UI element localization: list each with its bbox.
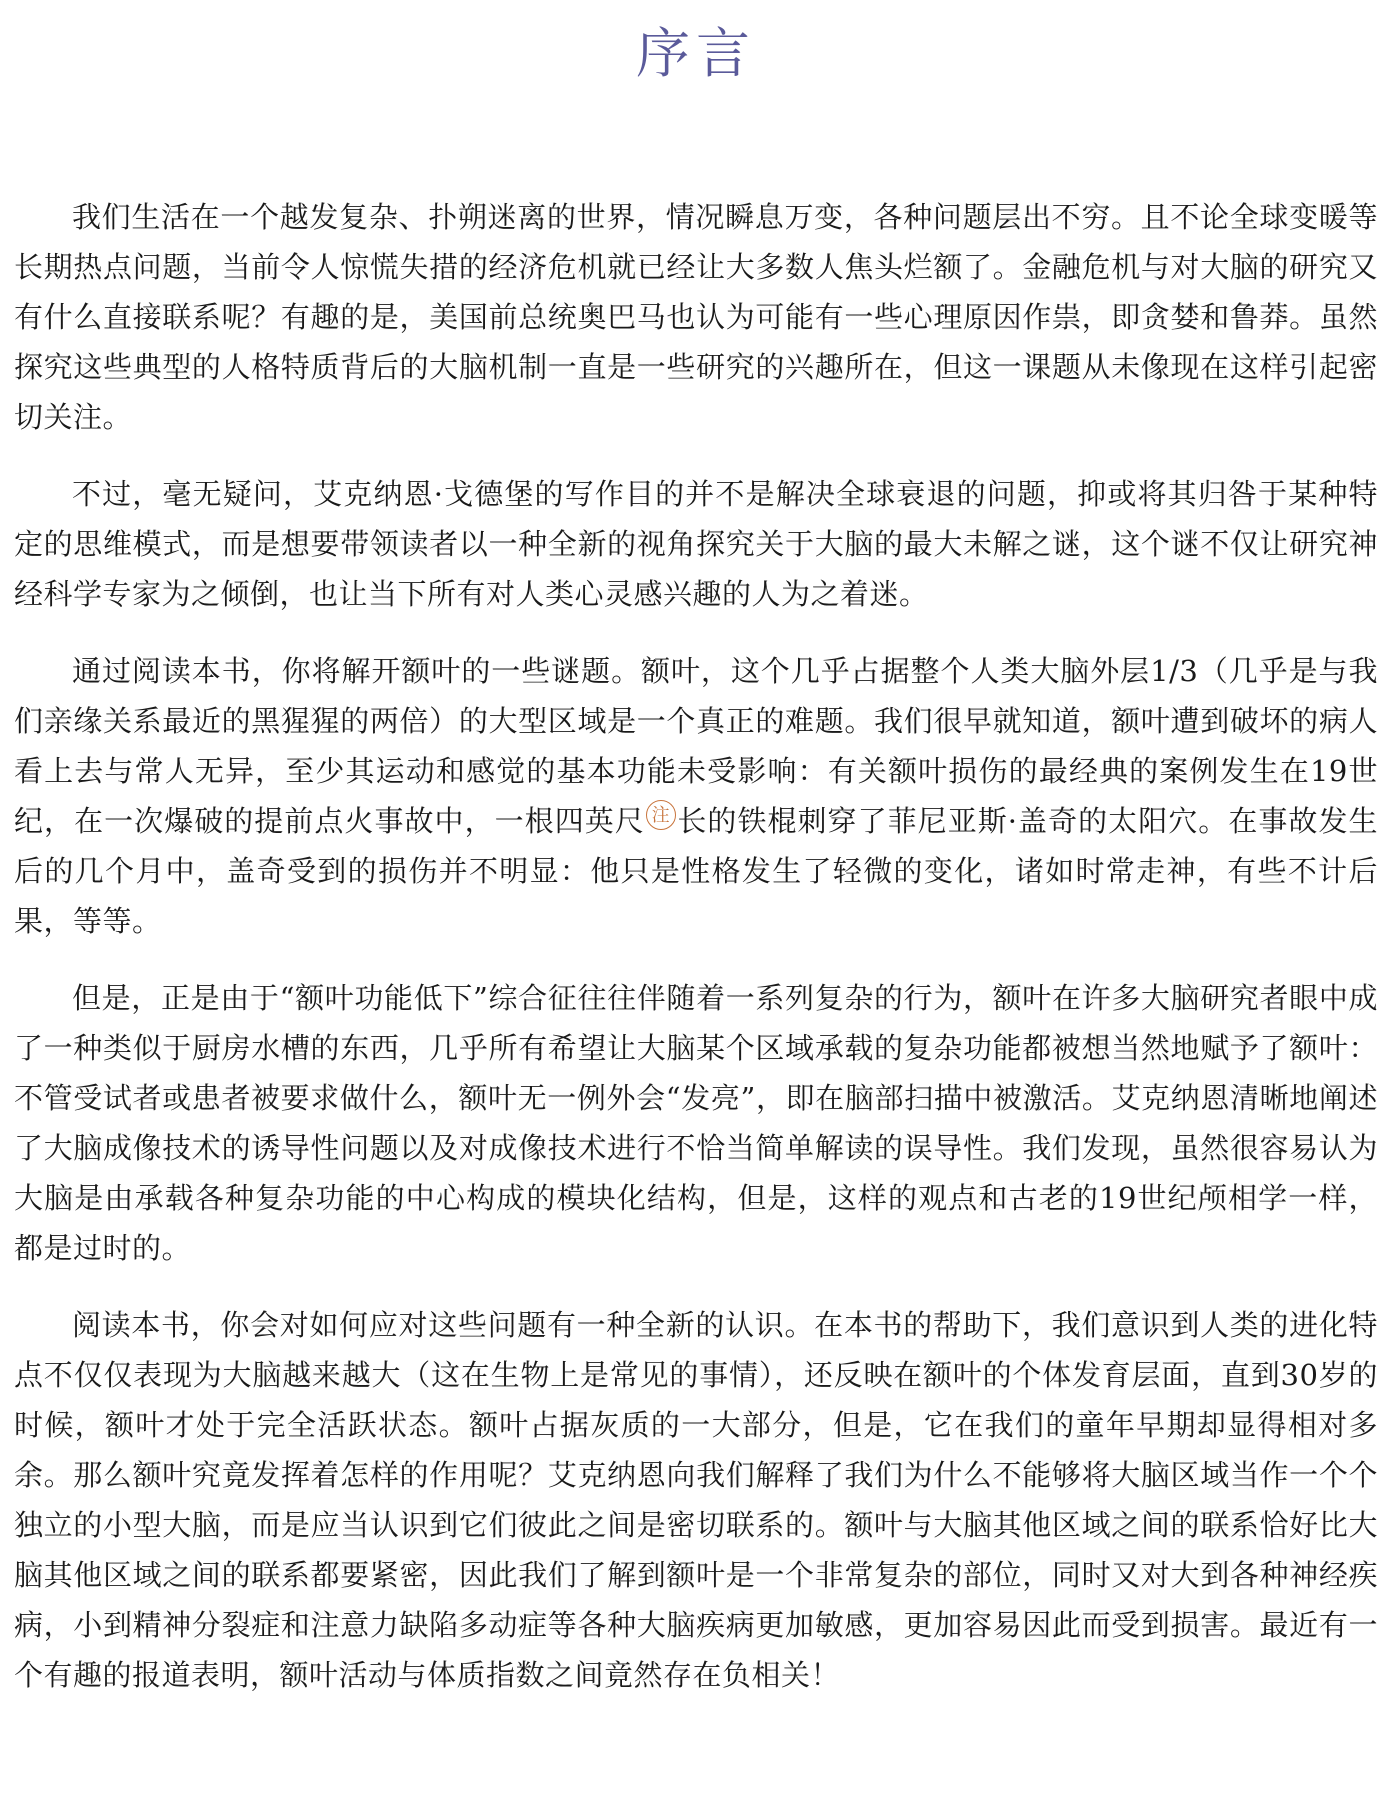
paragraph-3-text-after-note: 长的铁棍刺穿了菲尼亚斯·盖奇的太阳穴。在事故发生后的几个月中，盖奇受到的损伤并不明显：他只是性格发生了轻微的变化，诸如时常走神，有些不计后果，等等。	[14, 804, 1378, 938]
paragraph-3	[14, 646, 1378, 946]
page-title: 序言	[636, 22, 756, 85]
paragraph-5: 阅读本书，你会对如何应对这些问题有一种全新的认识。在本书的帮助下，我们意识到人类的进化特点不仅仅表现为大脑越来越大（这在生物上是常见的事情），还反映在额叶的个体发育层面，直到30岁的时候，额叶才处于完全活跃状态。额叶占据灰质的一大部分，但是，它在我们的童年早期却显得相对多余。那么额叶究竟发挥着怎样的作用呢？艾克纳恩向我们解释了我们为什么不能够将大脑区域当作一个个独立的小型大脑，而是应当认识到它们彼此之间是密切联系的。额叶与大脑其他区域之间的联系恰好比大脑其他区域之间的联系都要紧密，因此我们了解到额叶是一个非常复杂的部位，同时又对大到各种神经疾病，小到精神分裂症和注意力缺陷多动症等各种大脑疾病更加敏感，更加容易因此而受到损害。最近有一个有趣的报道表明，额叶活动与体质指数之间竟然存在负相关！	[14, 1308, 1378, 1692]
paragraph-1: 我们生活在一个越发复杂、扑朔迷离的世界，情况瞬息万变，各种问题层出不穷。且不论全球变暖等长期热点问题，当前令人惊慌失措的经济危机就已经让大多数人焦头烂额了。金融危机与对大脑的研究又有什么直接联系呢？有趣的是，美国前总统奥巴马也认为可能有一些心理原因作祟，即贪婪和鲁莽。虽然探究这些典型的人格特质背后的大脑机制一直是一些研究的兴趣所在，但这一课题从未像现在这样引起密切关注。	[14, 200, 1378, 434]
body-text	[14, 192, 1378, 1727]
paragraph-2: 不过，毫无疑问，艾克纳恩·戈德堡的写作目的并不是解决全球衰退的问题，抑或将其归咎于某种特定的思维模式，而是想要带领读者以一种全新的视角探究关于大脑的最大未解之谜，这个谜不仅让研究神经科学专家为之倾倒，也让当下所有对人类心灵感兴趣的人为之着迷。	[14, 477, 1378, 611]
footnote-marker-icon[interactable]: 注	[646, 800, 676, 830]
document-page	[14, 0, 1378, 1692]
paragraph-4: 但是，正是由于“额叶功能低下”综合征往往伴随着一系列复杂的行为，额叶在许多大脑研究者眼中成了一种类似于厨房水槽的东西，几乎所有希望让大脑某个区域承载的复杂功能都被想当然地赋予了额叶：不管受试者或患者被要求做什么，额叶无一例外会“发亮”，即在脑部扫描中被激活。艾克纳恩清晰地阐述了大脑成像技术的诱导性问题以及对成像技术进行不恰当简单解读的误导性。我们发现，虽然很容易认为大脑是由承载各种复杂功能的中心构成的模块化结构，但是，这样的观点和古老的19世纪颅相学一样，都是过时的。	[14, 981, 1378, 1265]
paragraph-3-text-before-note: 通过阅读本书，你将解开额叶的一些谜题。额叶，这个几乎占据整个人类大脑外层1/3（几乎是与我们亲缘关系最近的黑猩猩的两倍）的大型区域是一个真正的难题。我们很早就知道，额叶遭到破坏的病人看上去与常人无异，至少其运动和感觉的基本功能未受影响：有关额叶损伤的最经典的案例发生在19世纪，在一次爆破的提前点火事故中，一根四英尺	[14, 654, 1378, 838]
